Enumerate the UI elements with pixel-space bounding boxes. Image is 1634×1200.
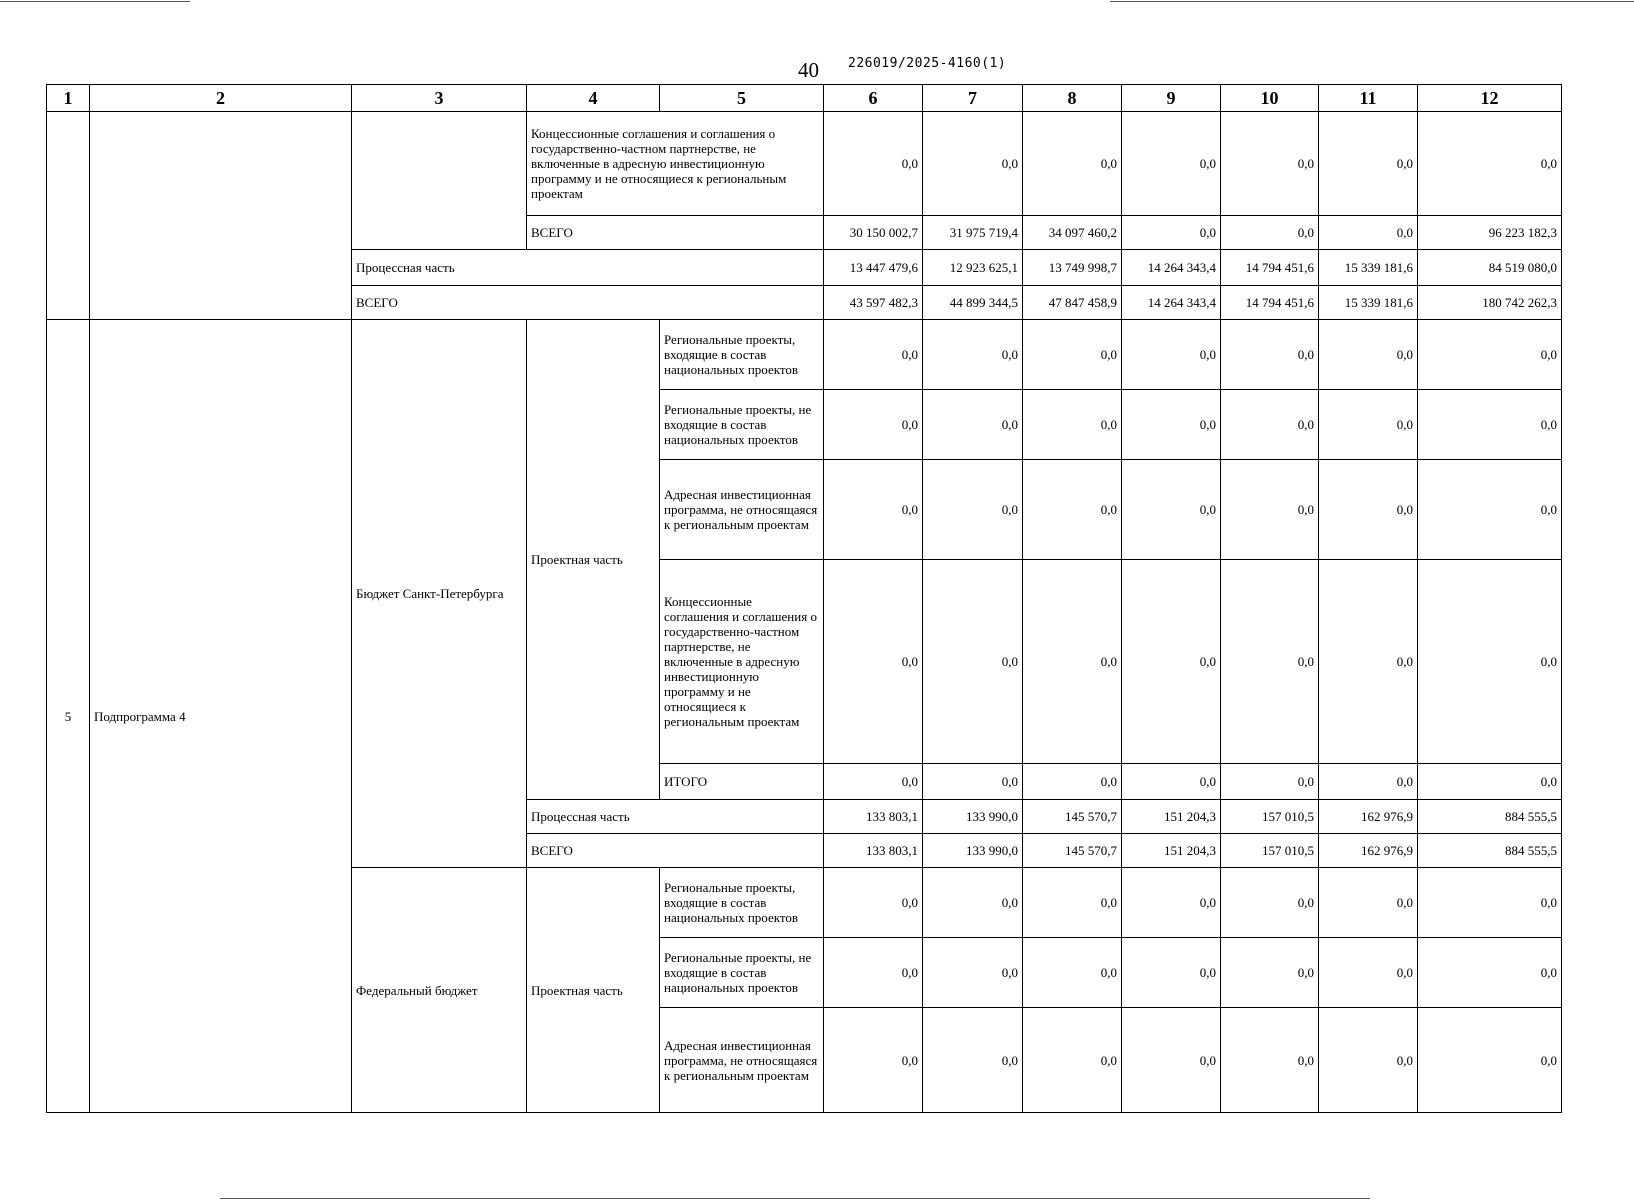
value-cell: 0,0	[824, 112, 923, 216]
scan-top-line-left	[0, 1, 190, 2]
value-cell: 0,0	[824, 320, 923, 390]
value-cell: 151 204,3	[1122, 834, 1221, 868]
value-cell: 133 990,0	[923, 834, 1023, 868]
page-number: 40	[798, 58, 819, 82]
value-cell: 0,0	[923, 390, 1023, 460]
row-label: Процессная часть	[527, 800, 824, 834]
value-cell: 0,0	[1319, 112, 1418, 216]
value-cell: 0,0	[1023, 868, 1122, 938]
value-cell: 133 803,1	[824, 800, 923, 834]
value-cell: 0,0	[923, 938, 1023, 1008]
value-cell: 0,0	[1418, 112, 1562, 216]
value-cell: 0,0	[1023, 112, 1122, 216]
value-cell: 0,0	[1122, 112, 1221, 216]
value-cell: 157 010,5	[1221, 834, 1319, 868]
document-id: 226019/2025-4160(1)	[848, 56, 1007, 71]
value-cell: 157 010,5	[1221, 800, 1319, 834]
value-cell: 31 975 719,4	[923, 216, 1023, 250]
header-cell: 1	[47, 85, 90, 112]
value-cell: 30 150 002,7	[824, 216, 923, 250]
value-cell: 0,0	[1122, 868, 1221, 938]
row-label: Региональные проекты, не входящие в состав национальных проектов	[660, 938, 824, 1008]
value-cell: 0,0	[1418, 764, 1562, 800]
value-cell: 0,0	[923, 560, 1023, 764]
value-cell: 0,0	[923, 320, 1023, 390]
value-cell: 0,0	[1023, 320, 1122, 390]
header-cell: 2	[90, 85, 352, 112]
value-cell: 0,0	[1023, 1008, 1122, 1113]
value-cell: 0,0	[1418, 1008, 1562, 1113]
row-number-cell: 5	[47, 320, 90, 1113]
value-cell: 0,0	[1221, 390, 1319, 460]
row-label: ВСЕГО	[527, 834, 824, 868]
source-cell: Бюджет Санкт-Петербурга	[352, 320, 527, 868]
value-cell: 0,0	[1319, 390, 1418, 460]
value-cell: 0,0	[1418, 390, 1562, 460]
header-cell: 3	[352, 85, 527, 112]
row-label: Региональные проекты, входящие в состав национальных проектов	[660, 320, 824, 390]
row-label: ВСЕГО	[352, 286, 824, 320]
row-label: Концессионные соглашения и соглашения о государственно-частном партнерстве, не включенные в адресную инвестиционную программу и не относящиеся к региональным проектам	[660, 560, 824, 764]
header-cell: 4	[527, 85, 660, 112]
value-cell: 0,0	[1122, 320, 1221, 390]
value-cell: 0,0	[1023, 390, 1122, 460]
subprogram-cell	[90, 112, 352, 320]
value-cell: 0,0	[1122, 1008, 1221, 1113]
value-cell: 133 990,0	[923, 800, 1023, 834]
row-label: Адресная инвестиционная программа, не относящаяся к региональным проектам	[660, 1008, 824, 1113]
table-row	[47, 320, 1562, 390]
value-cell: 43 597 482,3	[824, 286, 923, 320]
table-row	[47, 112, 1562, 216]
value-cell: 884 555,5	[1418, 800, 1562, 834]
value-cell: 14 794 451,6	[1221, 286, 1319, 320]
row-label: ИТОГО	[660, 764, 824, 800]
value-cell: 0,0	[1221, 460, 1319, 560]
value-cell: 0,0	[1418, 560, 1562, 764]
value-cell: 0,0	[824, 764, 923, 800]
row-label: Концессионные соглашения и соглашения о государственно-частном партнерстве, не включенные в адресную инвестиционную программу и не относящиеся к региональным проектам	[527, 112, 824, 216]
value-cell: 0,0	[1221, 868, 1319, 938]
value-cell: 0,0	[1319, 1008, 1418, 1113]
value-cell: 0,0	[923, 1008, 1023, 1113]
value-cell: 0,0	[1023, 764, 1122, 800]
source-cell	[352, 112, 527, 250]
value-cell: 0,0	[1221, 938, 1319, 1008]
value-cell: 0,0	[1122, 560, 1221, 764]
value-cell: 0,0	[824, 390, 923, 460]
value-cell: 0,0	[824, 460, 923, 560]
value-cell: 0,0	[1319, 216, 1418, 250]
value-cell: 0,0	[1221, 1008, 1319, 1113]
value-cell: 0,0	[1122, 390, 1221, 460]
value-cell: 13 749 998,7	[1023, 250, 1122, 286]
value-cell: 0,0	[1122, 764, 1221, 800]
value-cell: 0,0	[1221, 320, 1319, 390]
source-cell: Федеральный бюджет	[352, 868, 527, 1113]
value-cell: 0,0	[824, 1008, 923, 1113]
row-label: ВСЕГО	[527, 216, 824, 250]
scan-bottom-line	[220, 1198, 1370, 1199]
value-cell: 0,0	[1221, 560, 1319, 764]
header-cell: 6	[824, 85, 923, 112]
value-cell: 884 555,5	[1418, 834, 1562, 868]
value-cell: 14 794 451,6	[1221, 250, 1319, 286]
header-cell: 7	[923, 85, 1023, 112]
value-cell: 0,0	[923, 460, 1023, 560]
value-cell: 0,0	[1319, 764, 1418, 800]
value-cell: 0,0	[1418, 320, 1562, 390]
value-cell: 0,0	[1319, 460, 1418, 560]
value-cell: 162 976,9	[1319, 834, 1418, 868]
value-cell: 0,0	[824, 560, 923, 764]
header-cell: 12	[1418, 85, 1562, 112]
value-cell: 133 803,1	[824, 834, 923, 868]
row-label: Региональные проекты, не входящие в состав национальных проектов	[660, 390, 824, 460]
header-cell: 8	[1023, 85, 1122, 112]
value-cell: 14 264 343,4	[1122, 286, 1221, 320]
value-cell: 0,0	[1122, 938, 1221, 1008]
value-cell: 0,0	[1319, 320, 1418, 390]
value-cell: 0,0	[1418, 460, 1562, 560]
value-cell: 15 339 181,6	[1319, 286, 1418, 320]
header-cell: 11	[1319, 85, 1418, 112]
value-cell: 162 976,9	[1319, 800, 1418, 834]
scan-top-line-right	[1110, 1, 1634, 2]
value-cell: 180 742 262,3	[1418, 286, 1562, 320]
value-cell: 0,0	[1122, 216, 1221, 250]
value-cell: 0,0	[1319, 938, 1418, 1008]
row-label: Процессная часть	[352, 250, 824, 286]
value-cell: 0,0	[1319, 560, 1418, 764]
value-cell: 151 204,3	[1122, 800, 1221, 834]
value-cell: 0,0	[824, 868, 923, 938]
value-cell: 14 264 343,4	[1122, 250, 1221, 286]
value-cell: 0,0	[923, 868, 1023, 938]
row-label: Адресная инвестиционная программа, не относящаяся к региональным проектам	[660, 460, 824, 560]
value-cell: 0,0	[1319, 868, 1418, 938]
value-cell: 96 223 182,3	[1418, 216, 1562, 250]
value-cell: 0,0	[923, 764, 1023, 800]
subprogram-cell: Подпрограмма 4	[90, 320, 352, 1113]
value-cell: 0,0	[824, 938, 923, 1008]
value-cell: 0,0	[1418, 938, 1562, 1008]
budget-table	[46, 84, 1562, 1113]
value-cell: 0,0	[1221, 764, 1319, 800]
value-cell: 0,0	[1221, 112, 1319, 216]
header-cell: 10	[1221, 85, 1319, 112]
value-cell: 145 570,7	[1023, 800, 1122, 834]
value-cell: 84 519 080,0	[1418, 250, 1562, 286]
value-cell: 0,0	[1122, 460, 1221, 560]
project-part-cell: Проектная часть	[527, 320, 660, 800]
value-cell: 0,0	[1418, 868, 1562, 938]
value-cell: 0,0	[923, 112, 1023, 216]
value-cell: 13 447 479,6	[824, 250, 923, 286]
row-number-cell	[47, 112, 90, 320]
value-cell: 15 339 181,6	[1319, 250, 1418, 286]
value-cell: 47 847 458,9	[1023, 286, 1122, 320]
value-cell: 12 923 625,1	[923, 250, 1023, 286]
value-cell: 0,0	[1023, 938, 1122, 1008]
value-cell: 0,0	[1221, 216, 1319, 250]
value-cell: 44 899 344,5	[923, 286, 1023, 320]
project-part-cell: Проектная часть	[527, 868, 660, 1113]
value-cell: 0,0	[1023, 460, 1122, 560]
header-cell: 9	[1122, 85, 1221, 112]
header-row	[47, 85, 1562, 112]
value-cell: 0,0	[1023, 560, 1122, 764]
row-label: Региональные проекты, входящие в состав национальных проектов	[660, 868, 824, 938]
value-cell: 145 570,7	[1023, 834, 1122, 868]
value-cell: 34 097 460,2	[1023, 216, 1122, 250]
header-cell: 5	[660, 85, 824, 112]
